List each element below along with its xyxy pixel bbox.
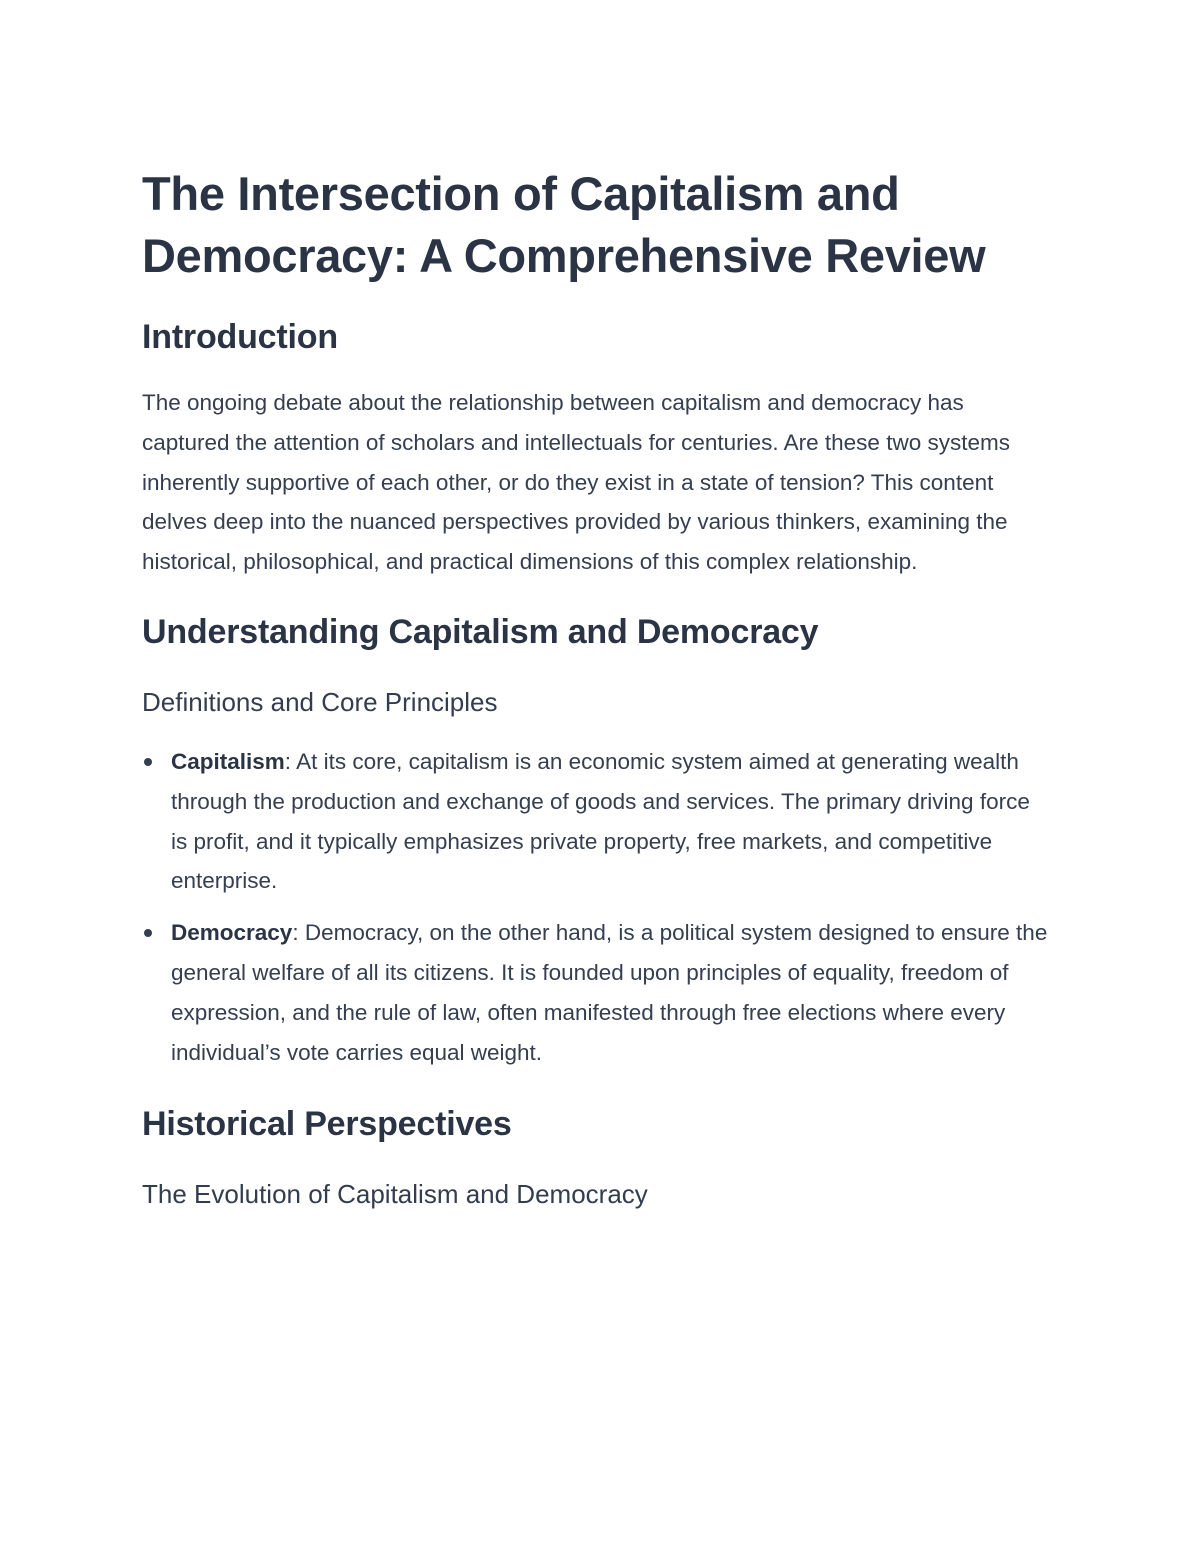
document-page — [142, 163, 1052, 1212]
understanding-heading: Understanding Capitalism and Democracy — [142, 612, 819, 651]
definition-separator: : — [292, 920, 299, 946]
definitions-subheading: Definitions and Core Principles — [142, 686, 498, 717]
definition-term: Democracy — [171, 920, 293, 946]
bullet-icon — [144, 929, 152, 937]
definitions-list — [142, 742, 1052, 1072]
definition-term: Capitalism — [171, 748, 285, 774]
list-item — [142, 742, 1052, 901]
definition-separator: : — [284, 748, 292, 774]
document-title: The Intersection of Capitalism and Democracy: A Comprehensive Review — [142, 167, 986, 282]
bullet-icon — [144, 758, 152, 766]
evolution-subheading: The Evolution of Capitalism and Democracy — [142, 1179, 648, 1210]
definition-text: Democracy, on the other hand, is a political system designed to ensure the general welfare of all its citizens. It is founded upon principles of equality, freedom of expression, and the rule of law, often manifested through free elections where every individual’s vote carries equal weight. — [171, 920, 1048, 1065]
introduction-heading: Introduction — [142, 318, 338, 356]
list-item — [142, 913, 1052, 1072]
historical-heading: Historical Perspectives — [142, 1105, 512, 1144]
definition-text: At its core, capitalism is an economic system aimed at generating wealth through the production and exchange of goods and services. The primary driving force is profit, and it typically emphasizes private property, free markets, and competitive enterprise. — [171, 748, 1030, 894]
introduction-paragraph: The ongoing debate about the relationship between capitalism and democracy has captured the attention of scholars and intellectuals for centuries. Are these two systems inherently supportive of each other, or do they exist in a state of tension? This content delves deep into the nuanced perspectives provided by various thinkers, examining the historical, philosophical, and practical dimensions of this complex relationship. — [142, 390, 1010, 575]
